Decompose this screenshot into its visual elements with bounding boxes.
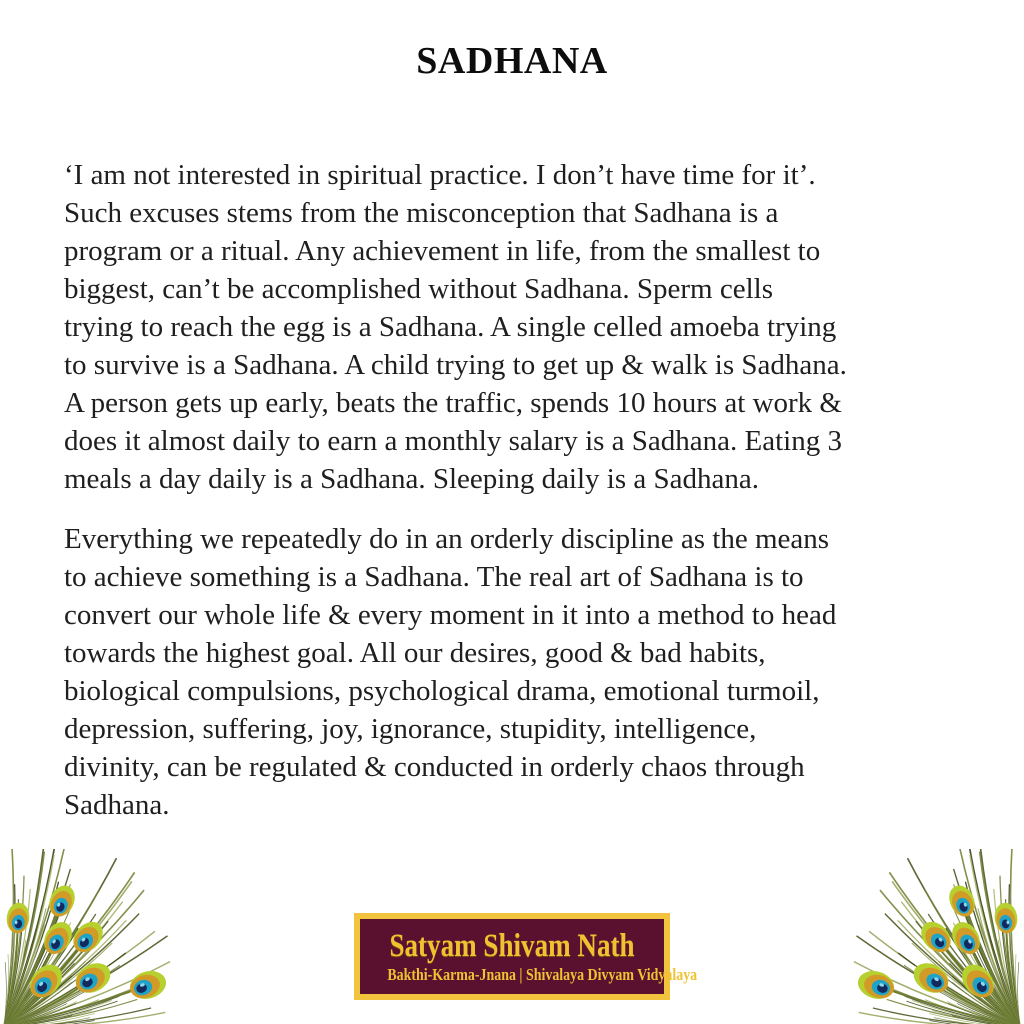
text-line: trying to reach the egg is a Sadhana. A single celled amoeba trying [64,311,837,343]
text-line: does it almost daily to earn a monthly salary is a Sadhana. Eating 3 [64,425,842,457]
footer-banner [354,913,698,1000]
text-line: A person gets up early, beats the traffic, spends 10 hours at work & [64,387,842,419]
text-line: program or a ritual. Any achievement in life, from the smallest to [64,235,821,267]
peacock-feathers-icon [814,849,1024,1024]
text-line: towards the highest goal. All our desires, good & bad habits, [64,637,766,669]
peacock-feathers-icon [0,849,210,1024]
text-line: Sadhana. [64,789,170,821]
paragraph-1 [64,156,976,498]
text-line: Everything we repeatedly do in an orderly discipline as the means [64,523,830,555]
text-line: convert our whole life & every moment in it into a method to head [64,599,837,631]
text-line: divinity, can be regulated & conducted in orderly chaos through [64,751,805,783]
text-line: Such excuses stems from the misconception that Sadhana is a [64,197,779,229]
paragraph-2 [64,520,976,824]
text-line: ‘I am not interested in spiritual practice. I don’t have time for it’. [64,159,816,191]
text-line: depression, suffering, joy, ignorance, stupidity, intelligence, [64,713,757,745]
article-text [64,156,976,846]
text-line: biological compulsions, psychological drama, emotional turmoil, [64,675,820,707]
banner-title: Satyam Shivam Nath [389,927,635,964]
text-line: biggest, can’t be accomplished without Sadhana. Sperm cells [64,273,773,305]
text-line: to achieve something is a Sadhana. The real art of Sadhana is to [64,561,804,593]
text-line: to survive is a Sadhana. A child trying to get up & walk is Sadhana. [64,349,847,381]
text-line: meals a day daily is a Sadhana. Sleeping daily is a Sadhana. [64,463,760,495]
banner-subtitle: Bakthi-Karma-Jnana | Shivalaya Divyam Vidyalaya [387,964,698,984]
page-title: SADHANA [416,40,608,82]
